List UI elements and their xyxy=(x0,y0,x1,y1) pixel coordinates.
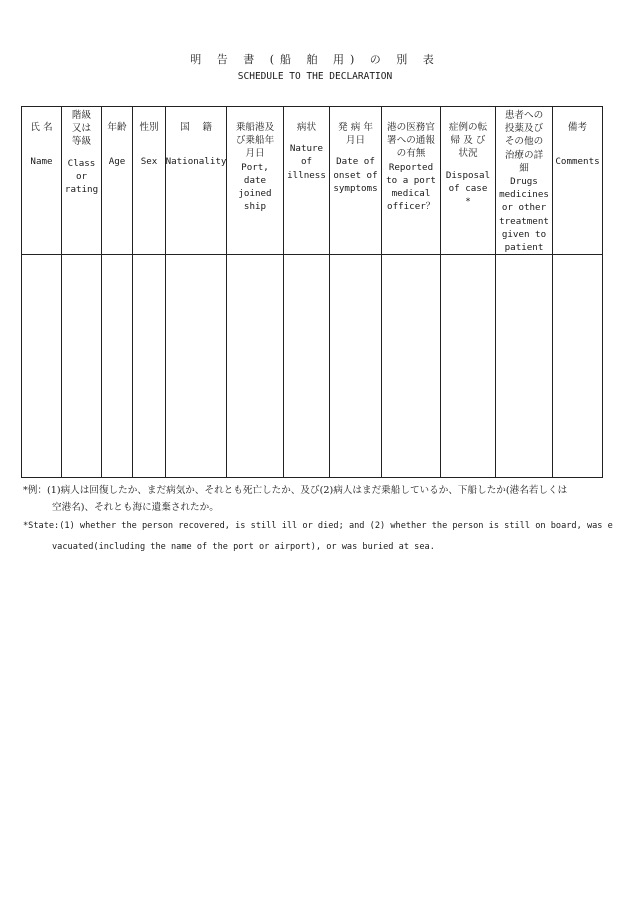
header-disposal-en: Disposal of case * xyxy=(445,169,491,208)
cell-illness-entry[interactable] xyxy=(284,255,329,477)
column-comments xyxy=(552,107,602,477)
header-onset-en: Date of onset of symptoms xyxy=(333,156,378,194)
footnote-en-line1: *State:(1) whether the person recovered, is still ill or died; and (2) whether the person is still on board, was e xyxy=(23,521,613,531)
header-sex-en: Sex xyxy=(140,156,158,168)
header-name-jp: 氏 名 xyxy=(30,122,53,133)
column-age xyxy=(101,107,132,477)
cell-treatment-entry[interactable] xyxy=(496,255,552,477)
column-nationality xyxy=(165,107,226,477)
header-class-jp: 階級 又は 等級 xyxy=(71,110,92,148)
column-disposal xyxy=(440,107,495,477)
column-sex xyxy=(132,107,165,477)
cell-disposal-entry[interactable] xyxy=(441,255,495,477)
column-name xyxy=(22,107,61,477)
header-name-en: Name xyxy=(30,156,53,168)
cell-onset-entry[interactable] xyxy=(330,255,381,477)
header-sex-jp: 性別 xyxy=(139,122,159,133)
cell-name-entry[interactable] xyxy=(22,255,61,477)
header-onset-jp: 発 病 年 月日 xyxy=(338,122,373,147)
header-illness-jp: 病状 xyxy=(296,122,317,133)
declaration-schedule-table xyxy=(21,106,603,478)
header-treatment-jp: 患者への 投薬及び その他の 治療の詳 細 xyxy=(504,110,544,174)
header-age-en: Age xyxy=(108,156,126,168)
column-illness xyxy=(283,107,329,477)
cell-reported-entry[interactable] xyxy=(382,255,440,477)
header-disposal-jp: 症例の転 帰 及 び 状況 xyxy=(448,122,488,160)
cell-nationality-entry[interactable] xyxy=(166,255,226,477)
header-reported-jp: 港の医務官 署への通報 の有無 xyxy=(387,122,435,160)
header-port-joined-jp: 乗船港及 び乗船年 月日 xyxy=(235,122,275,160)
header-comments-jp: 備考 xyxy=(567,122,588,133)
column-class xyxy=(61,107,101,477)
footnote-jp-line1: *例：(1)病人は回復したか、まだ病気か、それとも死亡したか、及び(2)病人はまだ乗船しているか、下船したか(港名若しくは xyxy=(23,485,568,496)
header-port-joined-en: Port, date joined ship xyxy=(238,161,272,213)
column-port-joined xyxy=(226,107,283,477)
header-age-jp: 年齢 xyxy=(107,122,127,133)
header-comments-en: Comments xyxy=(555,156,600,168)
cell-age-entry[interactable] xyxy=(102,255,132,477)
column-treatment xyxy=(495,107,552,477)
header-nationality-jp: 国 籍 xyxy=(180,122,212,133)
column-reported xyxy=(381,107,440,477)
cell-class-entry[interactable] xyxy=(62,255,101,477)
page-title-english: SCHEDULE TO THE DECLARATION xyxy=(237,71,393,82)
column-onset xyxy=(329,107,381,477)
header-reported-en: Reported to a port medical officer？ xyxy=(386,161,436,213)
cell-port-joined-entry[interactable] xyxy=(227,255,283,477)
footnote-en-line2: vacuated(including the name of the port or airport), or was buried at sea. xyxy=(52,542,435,552)
header-treatment-en: Drugs medicines or other treatment given to patient xyxy=(499,176,549,254)
header-nationality-en: Nationality xyxy=(165,156,227,168)
page-title-japanese: 明 告 書 (船 舶 用) の 別 表 xyxy=(190,53,440,66)
header-class-en: Class or rating xyxy=(64,157,99,196)
footnote-jp-line2: 空港名)、それとも海に遺棄されたか。 xyxy=(52,502,219,513)
cell-sex-entry[interactable] xyxy=(133,255,165,477)
header-illness-en: Nature of illness xyxy=(287,143,326,181)
cell-comments-entry[interactable] xyxy=(553,255,602,477)
